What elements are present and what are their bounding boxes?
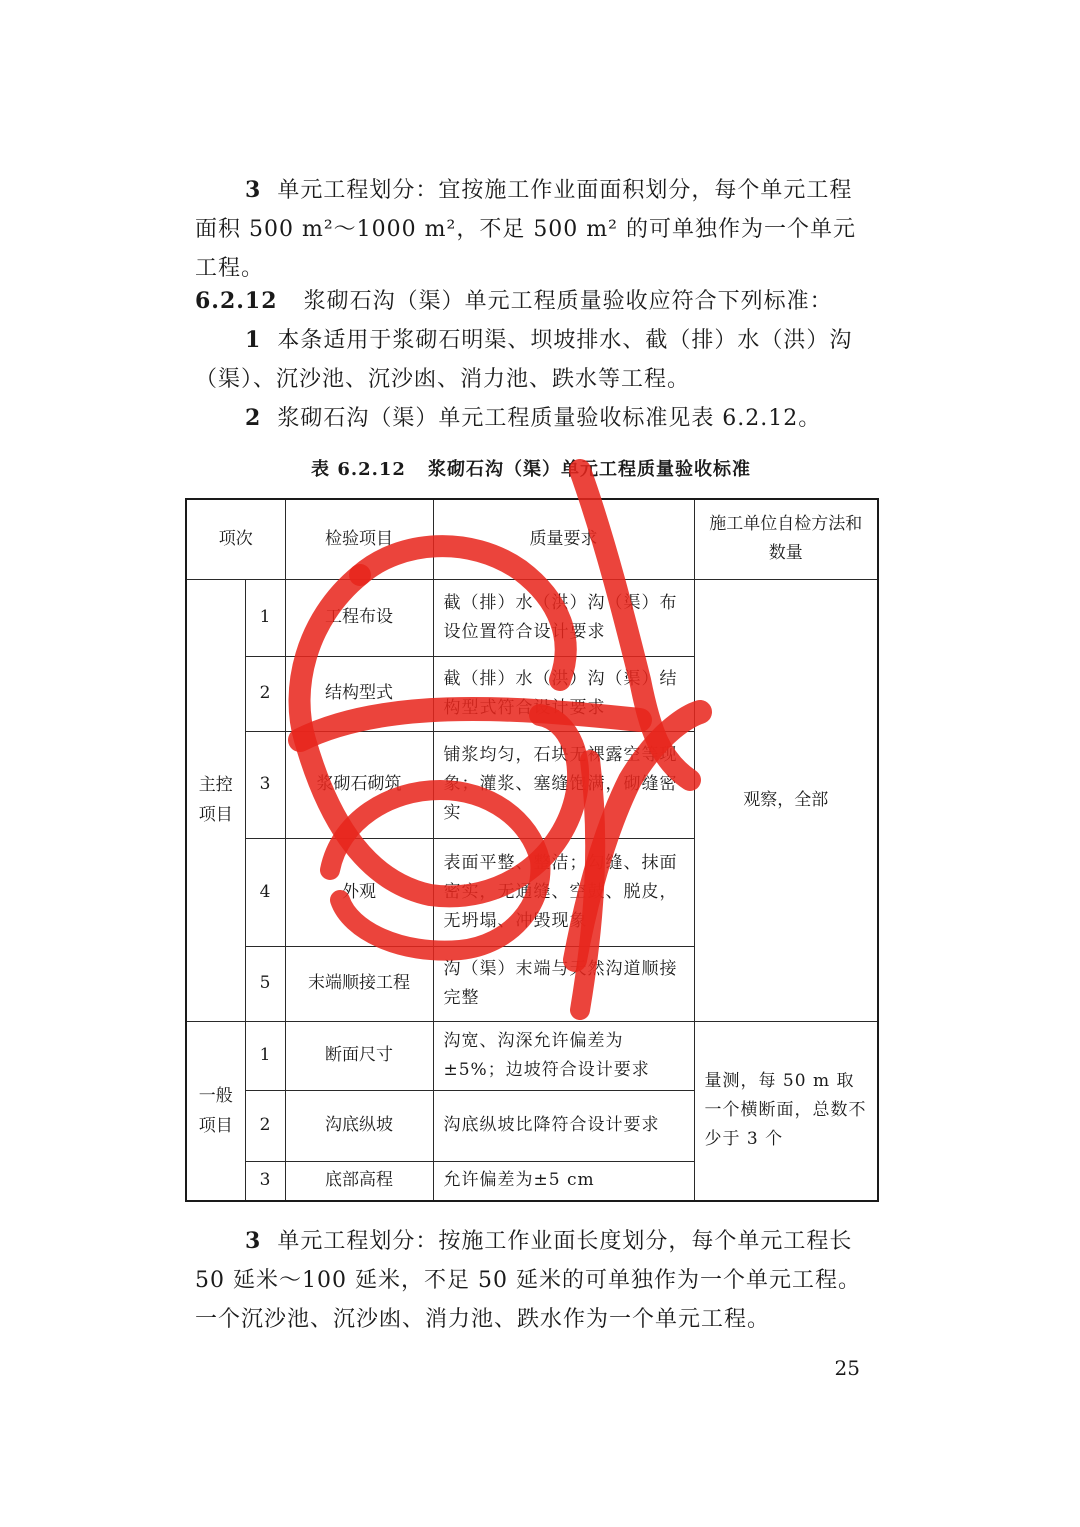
row-number: 2 [245, 1090, 285, 1161]
paragraph-number: 3 [245, 1228, 262, 1254]
row-item: 工程布设 [285, 579, 433, 656]
general-items-label: 一般项目 [186, 1021, 245, 1201]
row-number: 3 [245, 731, 285, 838]
row-requirement: 表面平整、整洁；勾缝、抹面密实，无通缝、空鼓、脱皮，无坍塌、冲毁现象 [433, 838, 694, 946]
acceptance-standard-table [185, 498, 879, 1202]
paragraph-table-reference [195, 399, 873, 438]
row-item: 断面尺寸 [285, 1021, 433, 1090]
row-requirement: 沟宽、沟深允许偏差为±5%；边坡符合设计要求 [433, 1021, 694, 1090]
table-caption-number: 表 6.2.12 [311, 459, 406, 480]
row-requirement: 沟底纵坡比降符合设计要求 [433, 1090, 694, 1161]
row-item: 末端顺接工程 [285, 946, 433, 1021]
row-number: 1 [245, 1021, 285, 1090]
paragraph-number: 1 [245, 327, 262, 353]
paragraph-text: 本条适用于浆砌石明渠、坝坡排水、截（排）水（洪）沟（渠）、沉沙池、沉沙凼、消力池、跌水等工程。 [195, 328, 853, 392]
table-caption [185, 455, 877, 481]
clause-number: 6.2.12 [195, 288, 278, 314]
row-requirement: 铺浆均匀，石块无裸露空等现象；灌浆、塞缝饱满，砌缝密实 [433, 731, 694, 838]
row-number: 5 [245, 946, 285, 1021]
paragraph-unit-division-area [195, 171, 873, 288]
clause-heading [195, 282, 873, 321]
table-row [186, 579, 878, 656]
row-number: 1 [245, 579, 285, 656]
row-number: 4 [245, 838, 285, 946]
row-item: 浆砌石砌筑 [285, 731, 433, 838]
row-item: 结构型式 [285, 656, 433, 731]
main-control-label: 主控项目 [186, 579, 245, 1021]
paragraph-number: 3 [245, 177, 262, 203]
header-requirement: 质量要求 [433, 499, 694, 579]
row-requirement: 截（排）水（洪）沟（渠）布设位置符合设计要求 [433, 579, 694, 656]
row-number: 3 [245, 1161, 285, 1201]
row-item: 底部高程 [285, 1161, 433, 1201]
page-number: 25 [834, 1356, 860, 1380]
main-control-method: 观察，全部 [694, 579, 878, 1021]
paragraph-text: 单元工程划分：按施工作业面长度划分，每个单元工程长 50 延米～100 延米，不足 50 延米的可单独作为一个单元工程。一个沉沙池、沉沙凼、消力池、跌水作为一个单元工程。 [195, 1229, 861, 1332]
row-requirement: 沟（渠）末端与天然沟道顺接完整 [433, 946, 694, 1021]
clause-title: 浆砌石沟（渠）单元工程质量验收应符合下列标准： [303, 289, 833, 314]
row-number: 2 [245, 656, 285, 731]
row-item: 外观 [285, 838, 433, 946]
header-method: 施工单位自检方法和数量 [694, 499, 878, 579]
paragraph-scope [195, 321, 873, 399]
row-requirement: 截（排）水（洪）沟（渠）结构型式符合设计要求 [433, 656, 694, 731]
paragraph-unit-division-length [195, 1222, 873, 1339]
table-row [186, 1021, 878, 1090]
header-item: 检验项目 [285, 499, 433, 579]
table-caption-title: 浆砌石沟（渠）单元工程质量验收标准 [427, 459, 751, 480]
paragraph-text: 浆砌石沟（渠）单元工程质量验收标准见表 6.2.12。 [277, 406, 822, 431]
paragraph-number: 2 [245, 405, 262, 431]
general-items-method: 量测，每 50 m 取一个横断面，总数不少于 3 个 [694, 1021, 878, 1201]
row-item: 沟底纵坡 [285, 1090, 433, 1161]
paragraph-text: 单元工程划分：宜按施工作业面面积划分，每个单元工程面积 500 m²～1000 m²，不足 500 m² 的可单独作为一个单元工程。 [195, 178, 856, 281]
table-header-row [186, 499, 878, 579]
header-category: 项次 [186, 499, 285, 579]
row-requirement: 允许偏差为±5 cm [433, 1161, 694, 1201]
